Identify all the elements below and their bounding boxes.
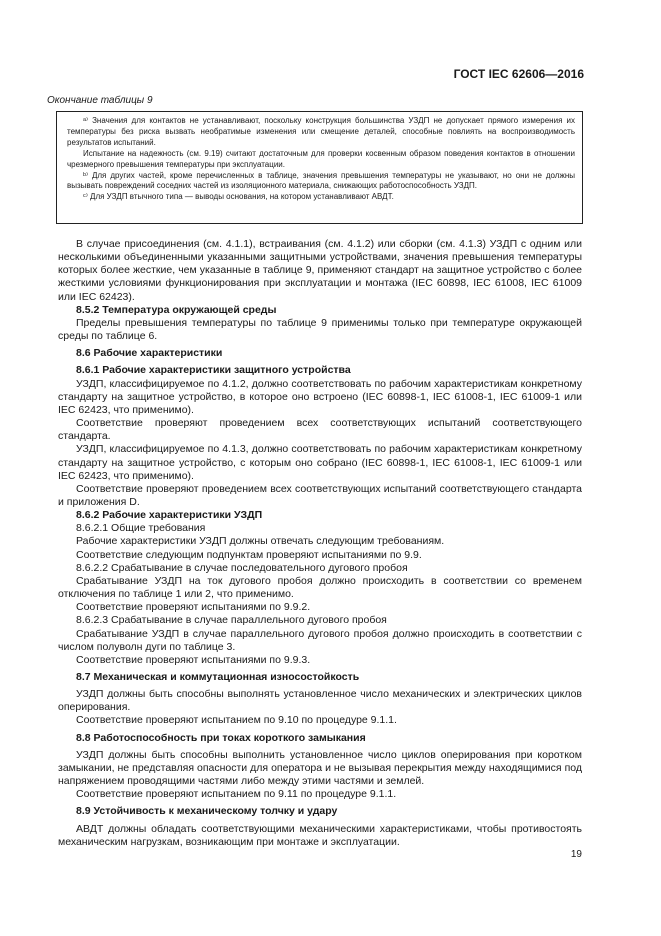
section-heading: 8.6 Рабочие характеристики — [76, 347, 223, 360]
section-heading: 8.5.2 Температура окружающей среды — [76, 303, 277, 316]
paragraph: Соответствие проверяют испытанием по 9.11 по процедуре 9.1.1. — [76, 788, 397, 801]
paragraph: Срабатывание УЗДП на ток дугового пробоя должно происходить в соответствии со временем отключения по таблице 1 или 2, что применимо. — [58, 574, 582, 601]
paragraph: УЗДП должны быть способны выполнить установленное число циклов оперирования при коротком замыкании, не представляя опасности для оператора и не вызывая перекрытия между находящимися под напряжением проводящими частями либо между этими частями и землей. — [58, 748, 582, 788]
subsection-heading: 8.6.2.1 Общие требования — [76, 522, 206, 535]
paragraph: В случае присоединения (см. 4.1.1), встраивания (см. 4.1.2) или сборки (см. 4.1.3) УЗДП с одним или несколькими объединенными указанными защитными устройствами, значения превышения температуры которых более жесткие, чем указанные в таблице 9, применяют стандарт на защитное устройство с более жесткими условиями функционирования при эксплуатации и монтажа (IEC 60898, IEC 61008, IEC 61009 или IEC 62423). — [58, 238, 582, 303]
section-heading: 8.6.2 Рабочие характеристики УЗДП — [76, 509, 263, 522]
paragraph: Соответствие следующим подпунктам проверяют испытаниями по 9.9. — [76, 548, 422, 561]
paragraph: АВДТ должны обладать соответствующими механическими характеристиками, чтобы противостоять механическим нагрузкам, возникающим при монтаже и эксплуатации. — [58, 822, 582, 848]
section-heading: 8.6.1 Рабочие характеристики защитного устройства — [76, 364, 351, 377]
paragraph: Пределы превышения температуры по таблице 9 применимы только при температуре окружающей среды по таблице 6. — [58, 316, 582, 343]
table-caption: Окончание таблицы 9 — [47, 95, 153, 106]
page-number: 19 — [570, 849, 582, 860]
standard-header: ГОСТ IEC 62606—2016 — [453, 67, 584, 81]
paragraph: Срабатывание УЗДП в случае параллельного дугового пробоя должно происходить в соответствии с числом полуволн дуги по таблице 3. — [58, 627, 582, 653]
table-notes-box — [56, 111, 583, 224]
document-body — [58, 238, 582, 849]
section-heading: 8.7 Механическая и коммутационная износостойкость — [76, 671, 360, 683]
paragraph: Соответствие проверяют испытанием по 9.10 по процедуре 9.1.1. — [76, 714, 397, 727]
paragraph: УЗДП, классифицируемое по 4.1.2, должно соответствовать по рабочим характеристикам конкретному стандарту на защитное устройство, в которое оно встроено (IEC 60898-1, IEC 61008-1, IEC 61009-1 или IEC 62423, что применимо). — [58, 377, 582, 416]
table-note-reliability: Испытание на надежность (см. 9.19) считают достаточным для проверки косвенным образом поведения контактов в отношении чрезмерного превышения температуры при эксплуатации. — [67, 148, 575, 169]
paragraph: Рабочие характеристики УЗДП должны отвечать следующим требованиям. — [76, 535, 445, 548]
table-note-a: ᵃ⁾ Значения для контактов не устанавливают, поскольку конструкция большинства УЗДП не допускает прямого измерения их температуры без риска вызвать необратимые изменения или смещение деталей, способные повлиять на воспроизводимость результатов испытаний. — [67, 116, 575, 147]
table-note-b: ᵇ⁾ Для других частей, кроме перечисленных в таблице, значения превышения температуры не указывают, но они не должны вызывать повреждений соседних частей из изоляционного материала, снижающих работоспособность УЗДП. — [67, 170, 575, 191]
paragraph: Соответствие проверяют испытаниями по 9.9.2. — [76, 601, 311, 614]
section-heading: 8.8 Работоспособность при токах короткого замыкания — [76, 731, 366, 744]
paragraph: УЗДП должны быть способны выполнять установленное число механических и электрических циклов оперирования. — [58, 688, 582, 714]
subsection-heading: 8.6.2.2 Срабатывание в случае последовательного дугового пробоя — [76, 561, 408, 574]
paragraph: УЗДП, классифицируемое по 4.1.3, должно соответствовать по рабочим характеристикам конкретному стандарту на защитное устройство, с которым оно собрано (IEC 60898-1, IEC 61008-1, IEC 61009-1 или IEC 62423, что применимо). — [58, 443, 582, 482]
paragraph: Соответствие проверяют проведением всех соответствующих испытаний соответствующего стандарта. — [58, 417, 582, 443]
subsection-heading: 8.6.2.3 Срабатывание в случае параллельного дугового пробоя — [76, 614, 387, 627]
paragraph: Соответствие проверяют проведением всех соответствующих испытаний соответствующего стандарта и приложения D. — [58, 482, 582, 508]
paragraph: Соответствие проверяют испытаниями по 9.9.3. — [76, 653, 311, 666]
section-heading: 8.9 Устойчивость к механическому толчку и удару — [76, 805, 338, 818]
table-note-c: ᶜ⁾ Для УЗДП втычного типа — выводы основания, на котором устанавливают АВДТ. — [83, 192, 394, 202]
